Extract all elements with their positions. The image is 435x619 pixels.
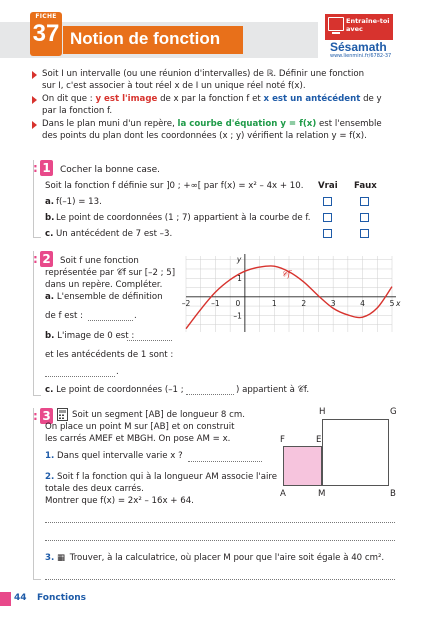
intro-b3-l2: des points du plan dont les coordonnées (x ; y) vérifient la relation y = f(x). bbox=[42, 131, 367, 141]
intro-b1-l2: sur I, c'est associer à tout réel x de I un unique réel noté f(x). bbox=[42, 81, 306, 91]
x-tick-label: 1 bbox=[271, 298, 277, 308]
y-tick-label: –1 bbox=[233, 311, 242, 321]
x-tick-label: 2 bbox=[301, 298, 307, 308]
label-a: A bbox=[280, 489, 286, 499]
intro-b2-l1: On dit que : y est l'image de x par la fonction f et x est un antécédent de y bbox=[42, 94, 382, 104]
ex2-c-answer[interactable] bbox=[186, 394, 234, 395]
ex3-q3-answer[interactable] bbox=[45, 579, 395, 580]
ex3-q1-answer[interactable] bbox=[188, 461, 262, 462]
ex1-title: Cocher la bonne case. bbox=[60, 165, 160, 175]
ex1-a-true-checkbox[interactable] bbox=[323, 197, 332, 206]
ex3-q2-l2: totale des deux carrés. bbox=[45, 484, 144, 494]
ex1-b-label: b. bbox=[45, 213, 55, 223]
ex2-line3: dans un repère. Compléter. bbox=[45, 280, 163, 290]
x-axis-label: x bbox=[396, 298, 401, 308]
intro-b1-l1: Soit I un intervalle (ou une réunion d'intervalles) de ℝ. Définir une fonction bbox=[42, 69, 365, 79]
ex1-c-true-checkbox[interactable] bbox=[323, 229, 332, 238]
x-tick-label: –2 bbox=[181, 298, 191, 308]
ex3-q2-l1: 2. Soit f la fonction qui à la longueur AM associe l'aire bbox=[45, 472, 278, 482]
x-tick-label: –1 bbox=[211, 298, 220, 308]
ex3-line3: les carrés AMEF et MBGH. On pose AM = x. bbox=[45, 434, 231, 444]
ex1-col-false: Faux bbox=[354, 181, 377, 191]
x-tick-label: 5 bbox=[389, 298, 395, 308]
ex3-q3: 3. ▦ Trouver, à la calculatrice, où placer M pour que l'aire soit égale à 40 cm². bbox=[45, 553, 385, 563]
ex2-b: b. L'image de 0 est : bbox=[45, 331, 135, 341]
ex1-b-false-checkbox[interactable] bbox=[360, 213, 369, 222]
ex2-c: c. Le point de coordonnées (–1 ; bbox=[45, 385, 184, 395]
fiche-label: FICHE bbox=[35, 13, 57, 20]
ex3-line1: Soit un segment [AB] de longueur 8 cm. bbox=[72, 410, 245, 420]
ex2-frame bbox=[33, 251, 41, 396]
square-amef bbox=[283, 446, 322, 486]
graph-grid bbox=[186, 256, 392, 332]
y-tick-label: 1 bbox=[237, 274, 242, 284]
ex2-a-end: . bbox=[134, 311, 137, 321]
ex2-b-end: . bbox=[116, 367, 119, 377]
footer-section: Fonctions bbox=[37, 593, 87, 603]
ex2-c-end: ) appartient à 𝒞f. bbox=[236, 385, 310, 395]
ex1-b-text: Le point de coordonnées (1 ; 7) appartient à la courbe de f. bbox=[56, 213, 311, 223]
ex1-badge: 1 bbox=[40, 160, 53, 176]
calculator-icon-2: ▦ bbox=[56, 553, 66, 563]
intro-b2-l2: par la fonction f. bbox=[42, 106, 113, 116]
ex3-q2-l3: Montrer que f(x) = 2x² – 16x + 64. bbox=[45, 496, 194, 506]
ex1-col-true: Vrai bbox=[318, 181, 338, 191]
label-g: G bbox=[390, 407, 397, 417]
ex1-a-false-checkbox[interactable] bbox=[360, 197, 369, 206]
ex2-line2: représentée par 𝒞f sur [–2 ; 5] bbox=[45, 268, 176, 278]
brand-url[interactable]: www.lienmini.fr/6782-37 bbox=[330, 53, 392, 59]
ex2-dots: : bbox=[33, 252, 38, 266]
ex2-b2: et les antécédents de 1 sont : bbox=[45, 350, 174, 360]
graph-axes bbox=[186, 254, 396, 332]
brand-logo: Sésamath bbox=[330, 40, 387, 54]
ex3-badge: 3 bbox=[40, 408, 53, 424]
ex3-dots: : bbox=[33, 409, 38, 423]
bullet-icon bbox=[32, 71, 37, 79]
ex3-q1: 1. Dans quel intervalle varie x ? bbox=[45, 451, 183, 461]
x-tick-label: 4 bbox=[360, 298, 365, 308]
ex2-b-answer2[interactable] bbox=[45, 376, 115, 377]
computer-stand-icon bbox=[332, 32, 340, 34]
x-tick-label: 0 bbox=[235, 298, 241, 308]
label-f: F bbox=[280, 435, 285, 445]
computer-icon bbox=[328, 17, 344, 31]
intro-b3-l1: Dans le plan muni d'un repère, la courbe d'équation y = f(x) est l'ensemble bbox=[42, 119, 382, 129]
function-graph bbox=[176, 252, 402, 336]
square-mbgh bbox=[322, 419, 389, 486]
ex1-dots: : bbox=[33, 161, 38, 175]
bullet-icon bbox=[32, 96, 37, 104]
ex2-badge: 2 bbox=[40, 251, 53, 267]
curve-label: 𝒞f bbox=[281, 269, 291, 279]
label-h: H bbox=[319, 407, 326, 417]
ex1-b-true-checkbox[interactable] bbox=[323, 213, 332, 222]
ex1-c-false-checkbox[interactable] bbox=[360, 229, 369, 238]
ex1-a-text: f(–1) = 13. bbox=[56, 197, 102, 207]
y-axis-label: y bbox=[236, 255, 242, 264]
ex2-a: a. L'ensemble de définition bbox=[45, 292, 163, 302]
footer-bar bbox=[0, 592, 11, 606]
ex2-a-answer[interactable] bbox=[88, 320, 133, 321]
label-m: M bbox=[318, 489, 326, 499]
x-tick-label: 3 bbox=[330, 298, 336, 308]
ex2-b-answer1[interactable] bbox=[127, 340, 172, 341]
promo-text-1: Entraîne-toi bbox=[346, 17, 390, 25]
ex2-line1: Soit f une fonction bbox=[60, 256, 139, 266]
page-number: 44 bbox=[14, 593, 27, 603]
ex1-c-label: c. bbox=[45, 229, 54, 239]
ex1-c-text: Un antécédent de 7 est –3. bbox=[56, 229, 173, 239]
fiche-number: 37 bbox=[32, 20, 60, 47]
bullet-icon bbox=[32, 121, 37, 129]
ex2-a2: de f est : bbox=[45, 311, 83, 321]
ex3-q2-answer2[interactable] bbox=[45, 540, 395, 541]
ex1-a-label: a. bbox=[45, 197, 55, 207]
label-b: B bbox=[390, 489, 396, 499]
page-title: Notion de fonction bbox=[70, 29, 221, 48]
ex3-frame bbox=[33, 408, 41, 580]
label-e: E bbox=[316, 435, 322, 445]
ex3-q2-answer1[interactable] bbox=[45, 522, 395, 523]
ex3-line2: On place un point M sur [AB] et on construit bbox=[45, 422, 235, 432]
ex1-statement: Soit la fonction f définie sur ]0 ; +∞[ par f(x) = x² – 4x + 10. bbox=[45, 181, 304, 191]
promo-text-2: avec bbox=[346, 25, 363, 33]
calculator-icon bbox=[57, 408, 68, 421]
